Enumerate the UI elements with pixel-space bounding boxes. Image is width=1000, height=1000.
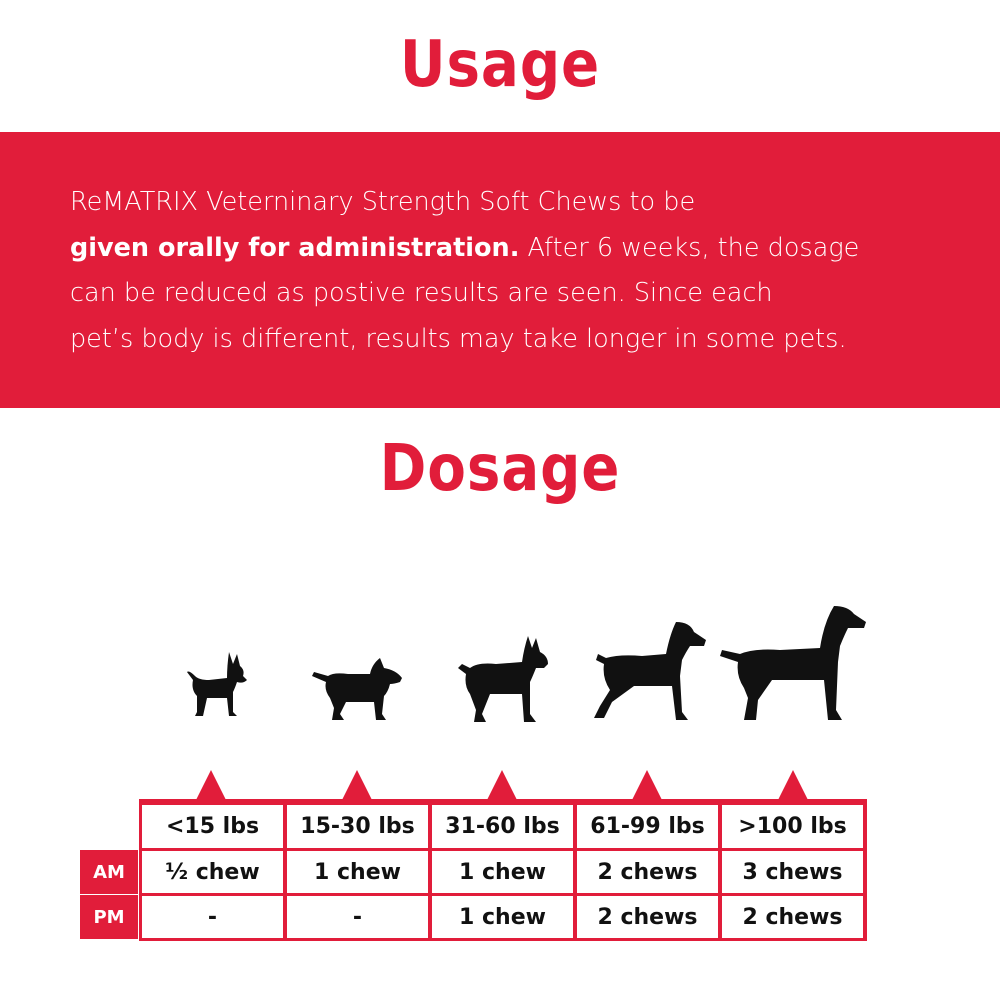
dosage-title: Dosage [379,432,621,506]
table-cell: 1 chew [287,851,428,893]
table-cell: 2 chews [722,896,863,938]
table-cell: 3 chews [722,851,863,893]
row-label-pm: PM [80,895,138,939]
weight-pointer-4 [632,770,662,800]
header-cell: 61-99 lbs [577,805,718,848]
table-cell: ½ chew [142,851,283,893]
usage-line-3: can be reduced as postive results are seen. Since each [70,278,773,308]
dog-size-row [0,590,1000,730]
bull-terrier-silhouette-icon [310,656,405,722]
boxer-silhouette-icon [456,634,551,724]
table-cell: 1 chew [432,896,573,938]
header-cell: 31-60 lbs [432,805,573,848]
usage-description [70,180,960,362]
chihuahua-silhouette-icon [185,650,251,718]
row-label-am: AM [80,850,138,894]
usage-line-2 [70,226,960,272]
usage-line-2-rest: After 6 weeks, the dosage [519,232,860,263]
table-cell: 1 chew [432,851,573,893]
pointer-dog-silhouette-icon [590,620,708,722]
table-cell: 2 chews [577,896,718,938]
weight-pointer-2 [342,770,372,800]
usage-line-1: ReMATRIX Veterninary Strength Soft Chews to be [70,187,696,217]
usage-line-4: pet’s body is different, results may take longer in some pets. [70,323,847,354]
table-cell: - [142,896,283,938]
header-cell: 15-30 lbs [287,805,428,848]
weight-pointer-3 [487,770,517,800]
header-cell: <15 lbs [142,805,283,848]
great-dane-silhouette-icon [718,604,868,722]
table-cell: 2 chews [577,851,718,893]
weight-pointer-5 [778,770,808,800]
usage-bold-phrase: given orally for administration. [70,232,520,263]
header-cell: >100 lbs [722,805,863,848]
usage-title: Usage [399,28,601,102]
table-cell: - [287,896,428,938]
weight-pointer-1 [196,770,226,800]
